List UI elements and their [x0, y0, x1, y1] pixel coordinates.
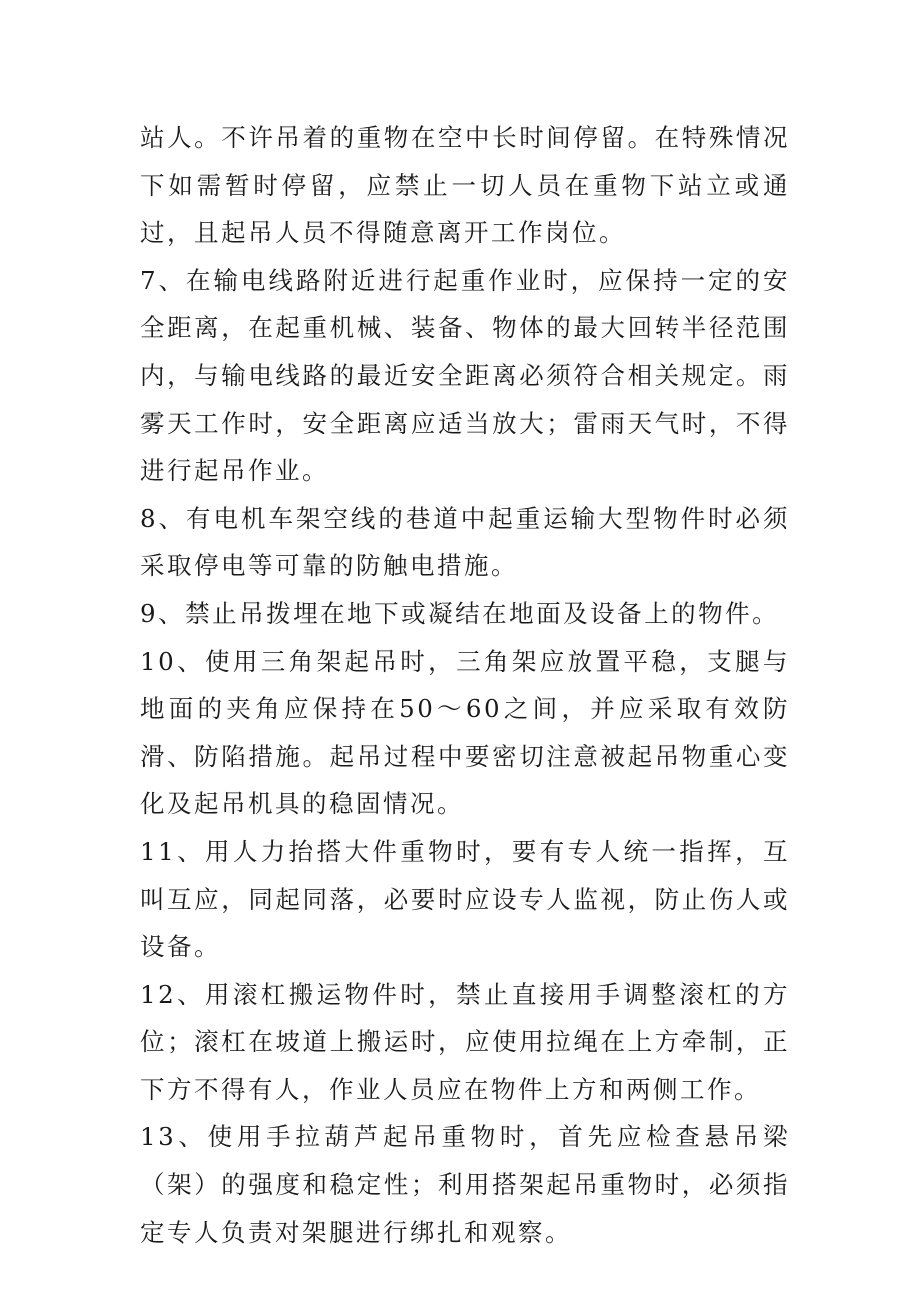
paragraph-item-9: 9、禁止吊拨埋在地下或凝结在地面及设备上的物件。 [140, 598, 780, 628]
document-body [140, 114, 790, 1256]
paragraph-continuation: 站人。不许吊着的重物在空中长时间停留。在特殊情况下如需暂时停留，应禁止一切人员在重物下站立或通过，且起吊人员不得随意离开工作岗位。 [140, 123, 790, 248]
paragraph-item-13: 13、使用手拉葫芦起吊重物时，首先应检查悬吊梁（架）的强度和稳定性；利用搭架起吊重物时，必须指定专人负责对架腿进行绑扎和观察。 [140, 1122, 790, 1247]
paragraph-item-8: 8、有电机车架空线的巷道中起重运输大型物件时必须采取停电等可靠的防触电措施。 [140, 503, 790, 581]
paragraph-item-10: 10、使用三角架起吊时，三角架应放置平稳，支腿与地面的夹角应保持在50～60之间，并应采取有效防滑、防陷措施。起吊过程中要密切注意被起吊物重心变化及起吊机具的稳固情况。 [140, 646, 790, 819]
paragraph-item-12: 12、用滚杠搬运物件时，禁止直接用手调整滚杠的方位；滚杠在坡道上搬运时，应使用拉绳在上方牵制，正下方不得有人，作业人员应在物件上方和两侧工作。 [140, 979, 790, 1104]
paragraph-item-11: 11、用人力抬搭大件重物时，要有专人统一指挥，互叫互应，同起同落，必要时应设专人监视，防止伤人或设备。 [140, 836, 790, 962]
paragraph-item-7: 7、在输电线路附近进行起重作业时，应保持一定的安全距离，在起重机械、装备、物体的最大回转半径范围内，与输电线路的最近安全距离必须符合相关规定。雨雾天工作时，安全距离应适当放大；雷雨天气时，不得进行起吊作业。 [140, 265, 790, 486]
